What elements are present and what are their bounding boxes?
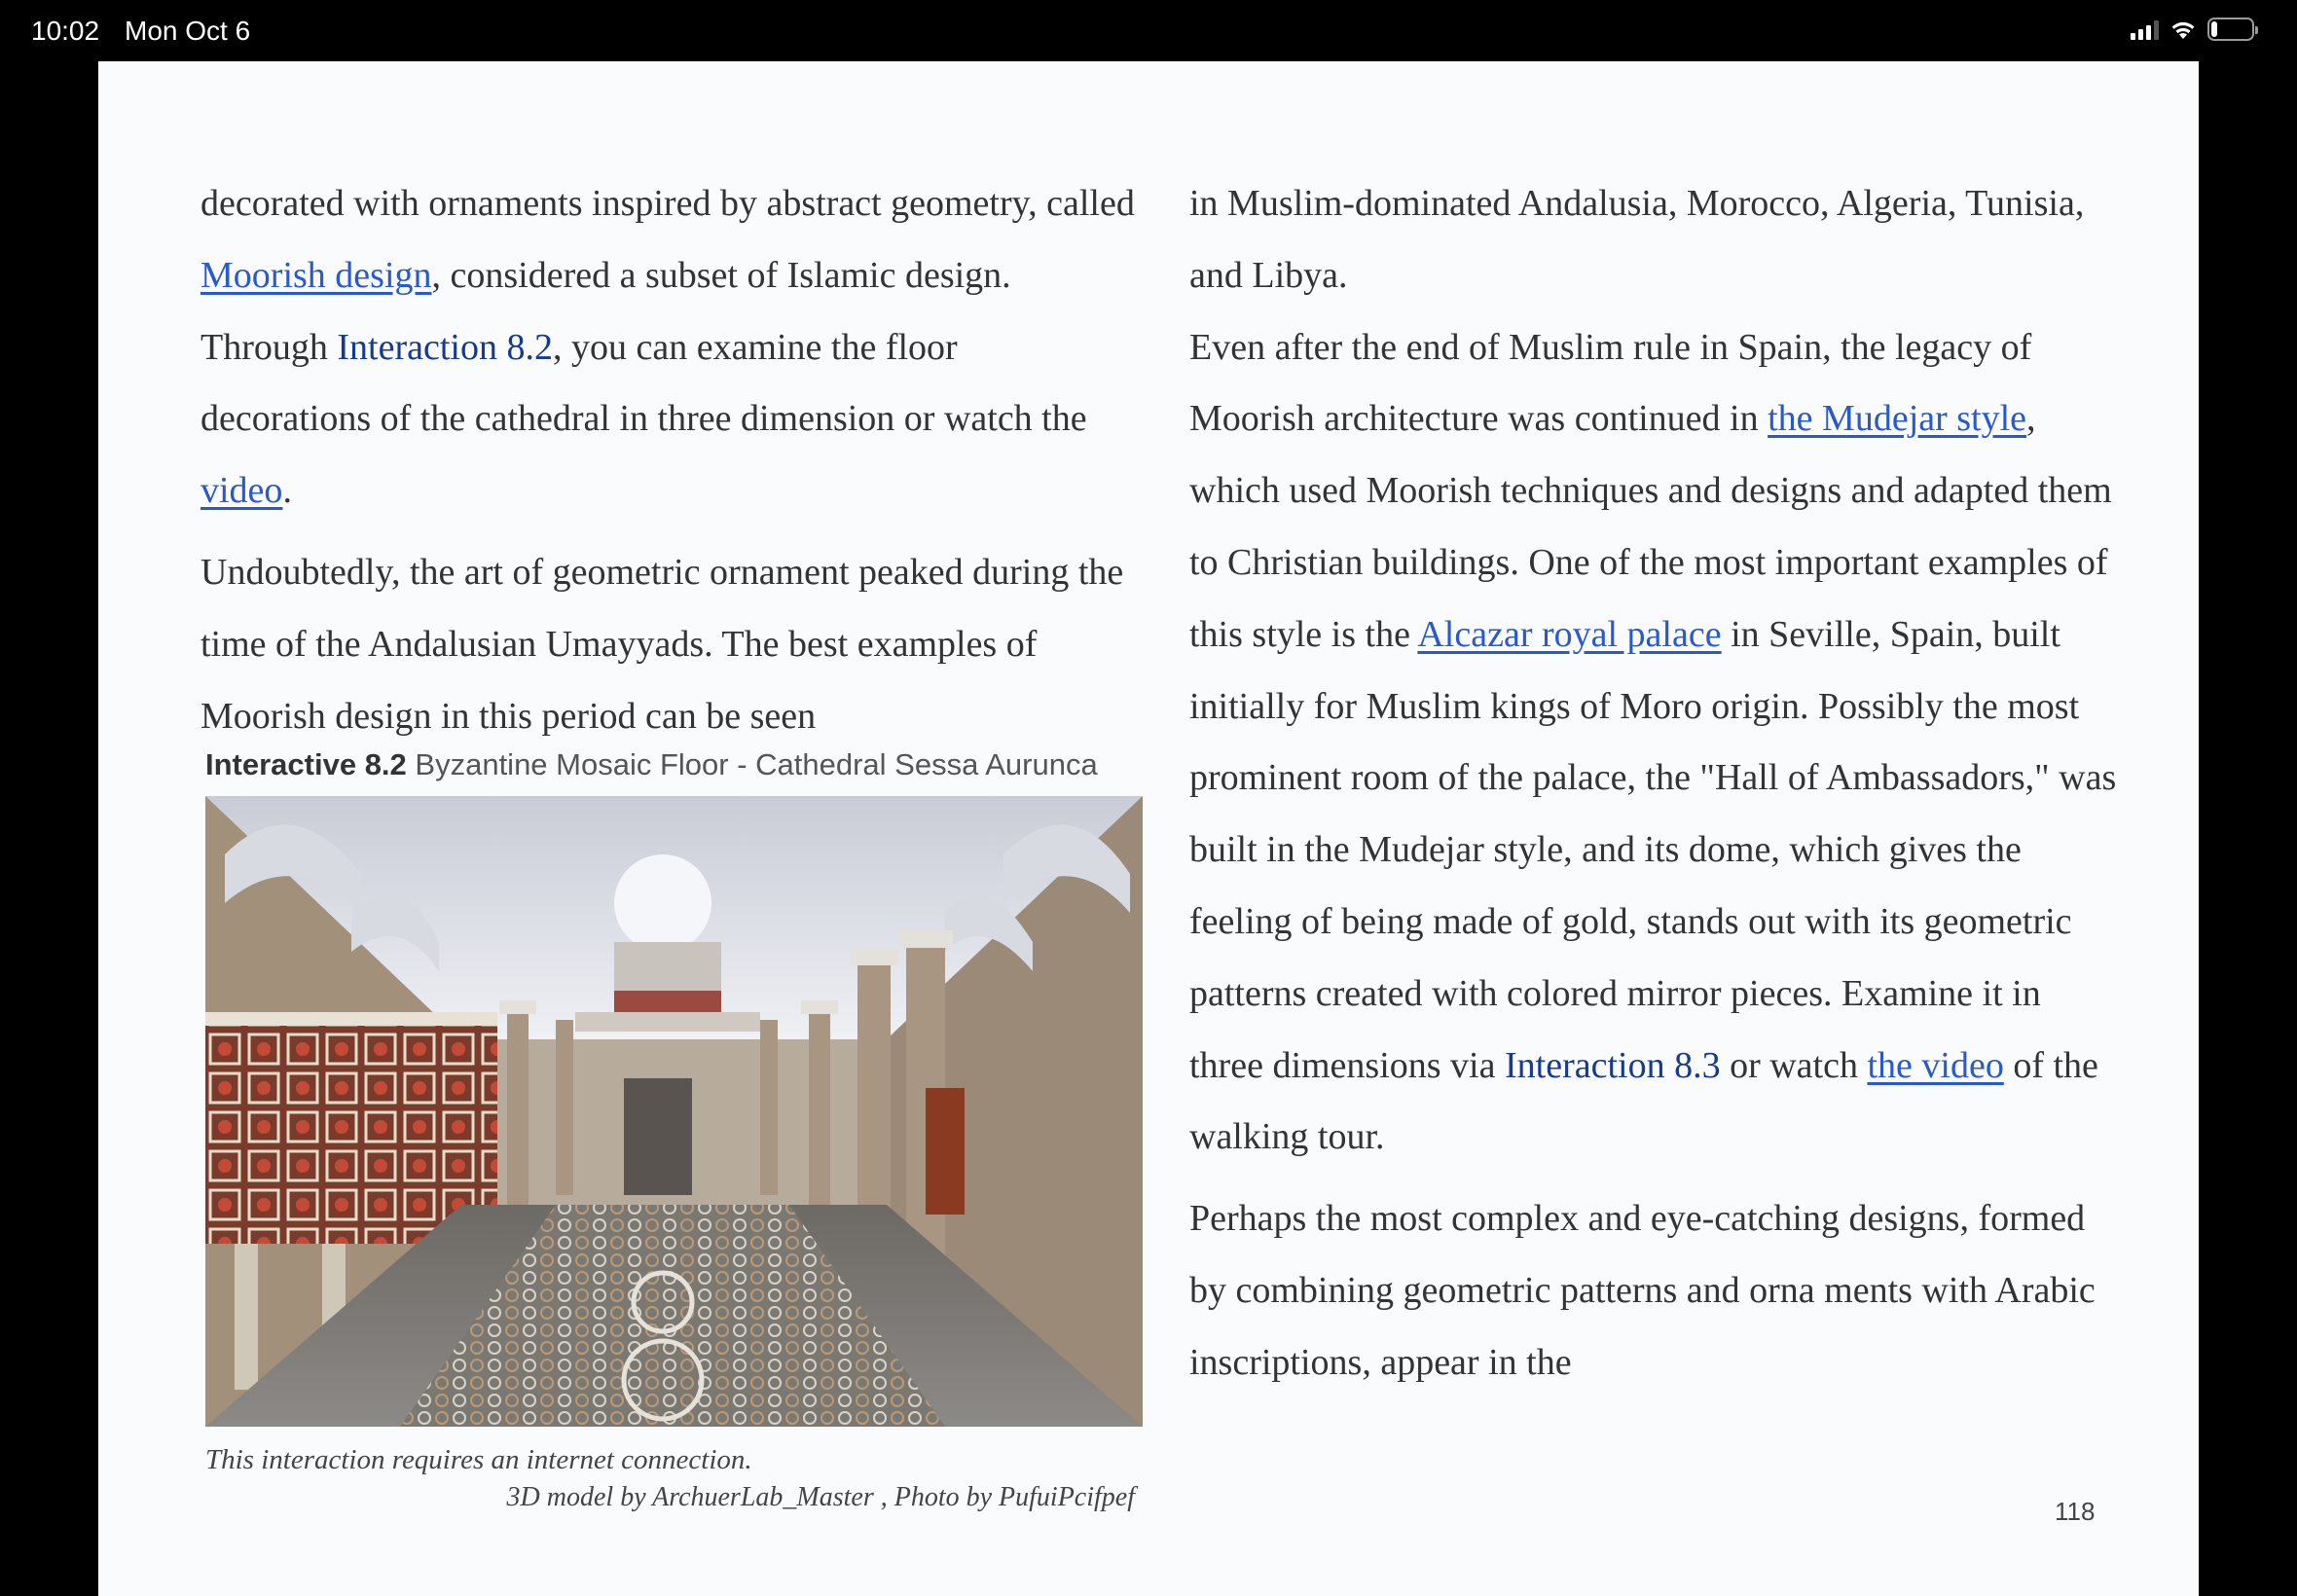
battery-icon xyxy=(2207,18,2254,41)
battery-level xyxy=(2211,21,2217,37)
cathedral-illustration xyxy=(205,796,1143,1427)
text-segment: decorated with ornaments inspired by abstract geometry, called xyxy=(201,183,1135,224)
internet-connection-note: This interaction requires an internet connection. xyxy=(205,1444,752,1475)
paragraph-1 xyxy=(201,168,1135,527)
moorish-design-link[interactable]: Moorish design xyxy=(201,254,432,296)
cellular-signal-icon xyxy=(2131,18,2159,40)
status-time: 10:02 xyxy=(31,16,100,46)
video-link[interactable]: video xyxy=(201,470,283,512)
cathedral-interior-image[interactable] xyxy=(205,796,1143,1427)
status-date: Mon Oct 6 xyxy=(125,16,251,46)
interactive-figure xyxy=(205,747,1149,1513)
left-column xyxy=(201,168,1135,762)
mudejar-style-link[interactable]: the Mudejar style xyxy=(1768,398,2027,440)
book-page xyxy=(98,61,2199,1596)
figure-caption-title xyxy=(205,747,1149,796)
wifi-icon xyxy=(2169,18,2198,41)
walking-tour-video-link[interactable]: the video xyxy=(1867,1044,2004,1086)
paragraph-4 xyxy=(1189,312,2124,1175)
right-column xyxy=(1189,168,2124,1409)
status-bar xyxy=(0,0,2297,61)
interaction-8-2-link[interactable]: Interaction 8.2 xyxy=(337,326,553,368)
figure-label: Interactive 8.2 xyxy=(205,747,407,781)
text-segment: , considered a subset of Islamic design. Through xyxy=(201,254,1011,368)
paragraph-2: Undoubtedly, the art of geometric ornament peaked during the time of the Andalusian Umayyads. The best examples of Moorish design in this period can be seen xyxy=(201,551,1124,737)
text-segment: of the walking tour. xyxy=(1189,1044,2098,1158)
alcazar-royal-palace-link[interactable]: Alcazar royal palace xyxy=(1417,613,1722,655)
interaction-8-3-link[interactable]: Interaction 8.3 xyxy=(1504,1044,1721,1086)
text-segment: in Seville, Spain, built initially for Muslim kings of Moro origin. Possibly the most prominent room of the palace, the "Hall of Ambassadors," was built in the Mudejar style, and its dome, which gives the feeling of being made of gold, stands out with its geometric patterns created with colored mirror pieces. Examine it in three dimensions via xyxy=(1189,613,2117,1086)
figure-credit: 3D model by ArchuerLab_Master , Photo by PufuiPcifpef xyxy=(506,1482,1135,1512)
figure-title: Byzantine Mosaic Floor - Cathedral Sessa Aurunca xyxy=(406,747,1098,781)
status-icons xyxy=(2131,18,2254,41)
paragraph-5: Perhaps the most complex and eye-catching designs, formed by combining geometric patterns and orna ments with Arabic inscriptions, appear in the xyxy=(1189,1198,2096,1383)
text-segment: Even after the end of Muslim rule in Spain, the legacy of Moorish architecture was continued in xyxy=(1189,326,2032,440)
text-segment: , you can examine the floor decorations of the cathedral in three dimension or watch the xyxy=(201,326,1087,440)
text-segment: or watch xyxy=(1720,1044,1868,1086)
paragraph-3: in Muslim-dominated Andalusia, Morocco, Algeria, Tunisia, and Libya. xyxy=(1189,183,2085,296)
page-number: 118 xyxy=(2055,1497,2096,1526)
text-segment: , which used Moorish techniques and designs and adapted them to Christian buildings. One of the most important examples of this style is the xyxy=(1189,398,2112,655)
text-segment: . xyxy=(282,470,292,512)
